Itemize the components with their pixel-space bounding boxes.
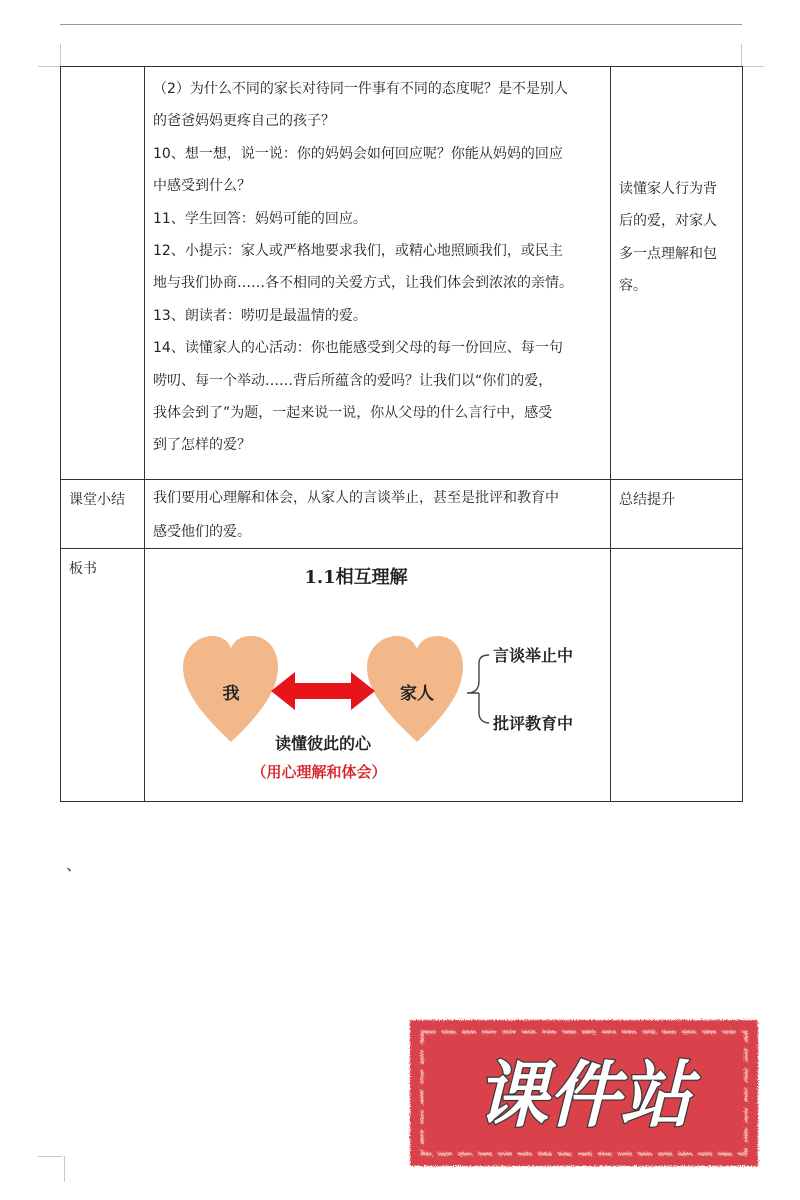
lesson-plan-table	[60, 66, 743, 802]
stray-punctuation: 、	[66, 855, 83, 874]
summary-cell	[145, 480, 611, 549]
intent-line: 读懂家人行为背	[619, 181, 717, 197]
activity-line: 唠叨、每一个举动……背后所蕴含的爱吗？让我们以“你们的爱，	[153, 372, 553, 389]
activity-line: （2）为什么不同的家长对待同一件事有不同的态度呢？是不是别人	[153, 81, 568, 97]
activity-line: 14、读懂家人的心活动：你也能感受到父母的每一份回应、每一句	[153, 340, 563, 357]
activity-line: 11、学生回答：妈妈可能的回应。	[153, 210, 367, 227]
double-arrow-shape	[271, 672, 375, 710]
summary-note: 总结提升	[619, 492, 675, 508]
summary-label-cell	[61, 480, 145, 549]
activity-line: 中感受到什么？	[153, 178, 251, 195]
branch-label: 批评教育中	[493, 714, 574, 733]
empty-label-cell	[61, 67, 145, 480]
board-note-cell	[611, 549, 743, 802]
activity-text	[153, 67, 602, 462]
crop-mark	[38, 66, 60, 67]
branch-bracket	[467, 655, 489, 723]
board-sub-caption: （用心理解和体会）	[251, 763, 387, 781]
activity-line: 地与我们协商……各不相同的关爱方式，让我们体会到浓浓的亲情。	[153, 275, 573, 292]
table-row	[61, 67, 743, 480]
table-row	[61, 549, 743, 802]
page-top-rule	[60, 24, 742, 25]
activity-line: 12、小提示：家人或严格地要求我们，或精心地照顾我们，或民主	[153, 243, 563, 260]
intent-text	[619, 67, 734, 303]
board-label-cell	[61, 549, 145, 802]
crop-mark	[60, 44, 61, 66]
summary-line: 感受他们的爱。	[153, 524, 251, 540]
activity-line: 的爸爸妈妈更疼自己的孩子？	[153, 113, 335, 130]
intent-line: 多一点理解和包	[619, 245, 717, 262]
crop-mark	[38, 1156, 62, 1157]
summary-note-cell	[611, 480, 743, 549]
heart-right-label: 家人	[400, 684, 434, 704]
board-caption: 读懂彼此的心	[274, 734, 372, 753]
summary-line: 我们要用心理解和体会，从家人的言谈举止，甚至是批评和教育中	[153, 490, 559, 506]
crop-mark	[742, 66, 764, 67]
table-row	[61, 480, 743, 549]
blackboard-svg	[145, 549, 611, 799]
activity-line: 10、想一想，说一说：你的妈妈会如何回应呢？你能从妈妈的回应	[153, 145, 563, 162]
watermark-text: 课件站	[475, 1053, 693, 1137]
watermark-logo	[398, 1012, 770, 1172]
intent-line: 容。	[619, 278, 647, 295]
board-label: 板书	[69, 561, 97, 577]
activity-cell	[145, 67, 611, 480]
intent-cell	[611, 67, 743, 480]
heart-left-label: 我	[222, 684, 240, 704]
crop-mark	[64, 1156, 65, 1182]
crop-mark	[741, 44, 742, 66]
blackboard-diagram	[145, 549, 610, 799]
branch-label: 言谈举止中	[493, 646, 574, 665]
board-title: 1.1相互理解	[304, 567, 408, 588]
activity-line: 我体会到了”为题，一起来说一说，你从父母的什么言行中，感受	[153, 405, 553, 422]
board-cell	[145, 549, 611, 802]
activity-line: 13、朗读者：唠叨是最温情的爱。	[153, 307, 367, 324]
activity-line: 到了怎样的爱？	[153, 437, 251, 454]
summary-label: 课堂小结	[69, 492, 125, 508]
intent-line: 后的爱，对家人	[619, 213, 717, 230]
